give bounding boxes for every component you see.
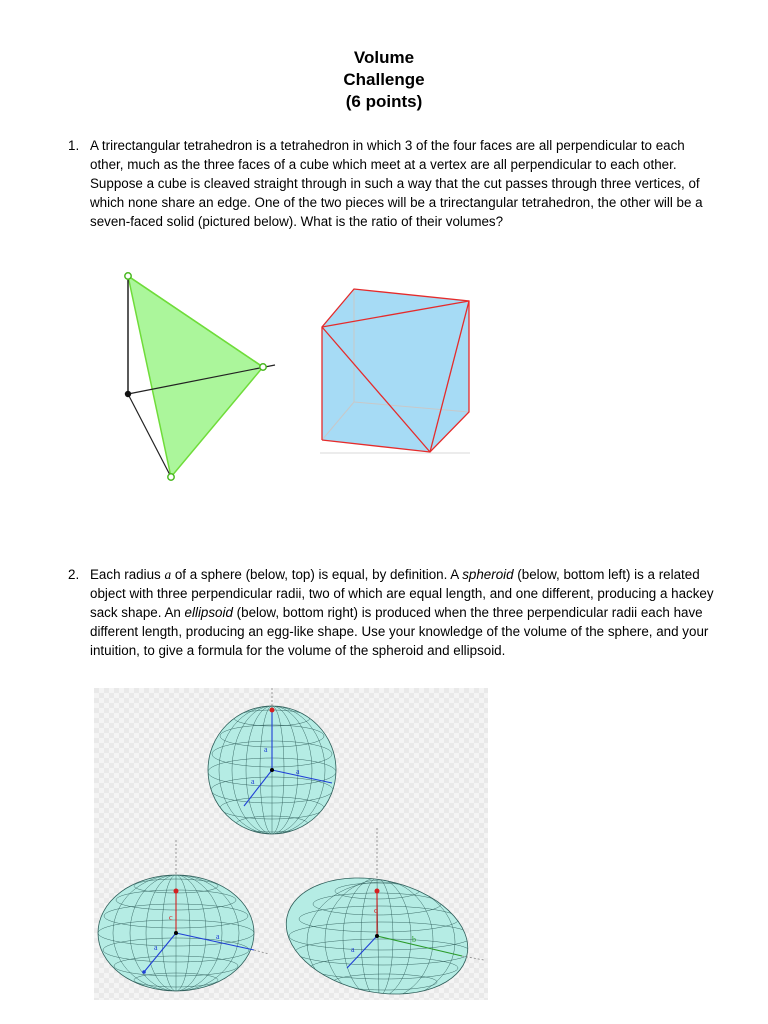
variable-a: a <box>164 567 172 582</box>
question-2-text <box>90 565 716 660</box>
ellipsoids-figure <box>94 688 488 1000</box>
title-line-1: Volume <box>353 48 415 67</box>
spheroid-label-c: c <box>169 913 173 922</box>
sphere-label-a-up: a <box>264 745 268 754</box>
sphere-label-a-left: a <box>251 777 255 786</box>
ellipsoid-label-b: b <box>412 935 416 944</box>
title-line-3: (6 points) <box>345 92 423 111</box>
tetrahedron-face <box>128 276 263 477</box>
tetrahedron-figure <box>110 265 285 495</box>
question-2-number: 2. <box>68 567 80 582</box>
question-1 <box>68 136 716 231</box>
question-2 <box>68 565 716 660</box>
tetrahedron-vertex-top <box>125 273 131 279</box>
ellipsoid-label-a: a <box>351 945 355 954</box>
spheroid-end-left <box>142 970 146 974</box>
sphere-center <box>270 768 274 772</box>
spheroid-north-pole <box>174 889 179 894</box>
document-title <box>0 47 768 113</box>
term-spheroid: spheroid <box>462 567 514 582</box>
spheroid-label-a-left: a <box>154 943 158 952</box>
tetrahedron-vertex-right <box>260 364 266 370</box>
term-ellipsoid: ellipsoid <box>184 605 233 620</box>
ellipsoid-label-c: c <box>374 906 378 915</box>
question-2-text-part: Each radius <box>90 567 165 582</box>
ellipsoid-center <box>375 934 379 938</box>
title-line-2: Challenge <box>343 70 425 89</box>
sphere-label-a-right: a <box>296 767 300 776</box>
cut-cube-figure <box>315 282 475 457</box>
question-2-text-part: of a sphere (below, top) is equal, by definition. A <box>171 567 463 582</box>
tetrahedron-vertex-origin <box>125 391 131 397</box>
question-1-text: A trirectangular tetrahedron is a tetrahedron in which 3 of the four faces are all perpendicular to each other, much as the three faces of a cube which meet at a vertex are all perpendicular to each other. Suppose a cube is cleaved straight through in such a way that the cut passes through three vertices, of which none share an edge. One of the two pieces will be a trirectangular tetrahedron, the other will be a seven-faced solid (pictured below). What is the ratio of their volumes? <box>90 138 703 229</box>
sphere-north-pole <box>270 708 275 713</box>
spheroid-center <box>174 931 178 935</box>
spheroid-label-a-right: a <box>216 932 220 941</box>
question-1-number: 1. <box>68 138 80 153</box>
ellipsoid-north-pole <box>375 889 380 894</box>
question-2-text-part: (below, bottom right) is produced when the three perpendicular radii each have different length, producing an egg-like shape. Use your knowledge of the volume of the sphere, and your intuition, to give a formula for the volume of the spheroid and ellipsoid. <box>90 605 709 658</box>
question-2-text-part: (below, bottom left) is a related object with three perpendicular radii, two of which are equal length, and one different, producing a hackey sack shape. An <box>90 567 714 620</box>
tetrahedron-vertex-bottom <box>168 474 174 480</box>
